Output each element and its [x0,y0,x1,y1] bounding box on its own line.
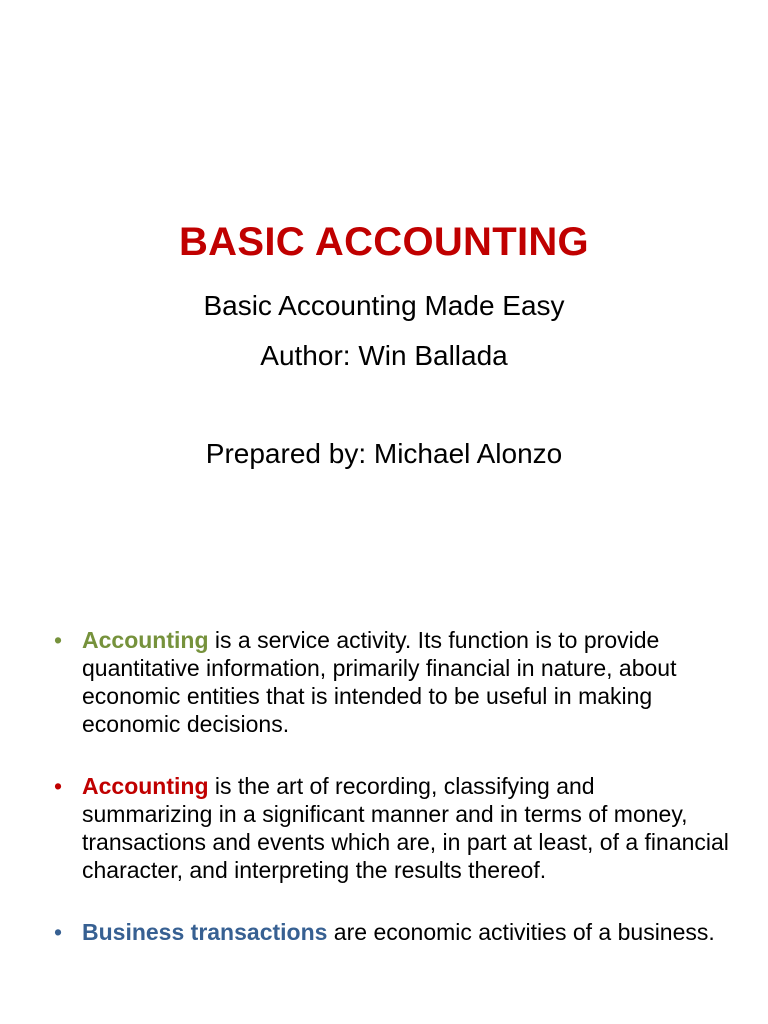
bullet-item [50,918,730,946]
bullet-text: is the art of recording, classifying and summarizing in a significant manner and in terms of money, transactions and events which are, in part at least, of a financial character, and interpreting the results thereof. [82,773,729,883]
bullet-term: Business transactions [82,919,328,945]
subtitle: Basic Accounting Made Easy [203,290,565,321]
bullet-dot-icon: • [54,919,63,945]
bullet-term: Accounting [82,627,209,653]
bullet-dot-icon: • [54,773,63,799]
bullet-text: is a service activity. Its function is to provide quantitative information, primarily financial in nature, about economic entities that is intended to be useful in making economic decisions. [82,627,677,737]
bullet-dot-icon: • [54,627,63,653]
bullet-item [50,772,730,884]
bullet-term: Accounting [82,773,209,799]
bullet-text: are economic activities of a business. [327,919,715,945]
bullet-list [50,626,730,980]
author-line: Author: Win Ballada [260,340,508,371]
bullet-item [50,626,730,738]
slide-title: BASIC ACCOUNTING [179,220,589,264]
prepared-by-line: Prepared by: Michael Alonzo [205,438,563,469]
